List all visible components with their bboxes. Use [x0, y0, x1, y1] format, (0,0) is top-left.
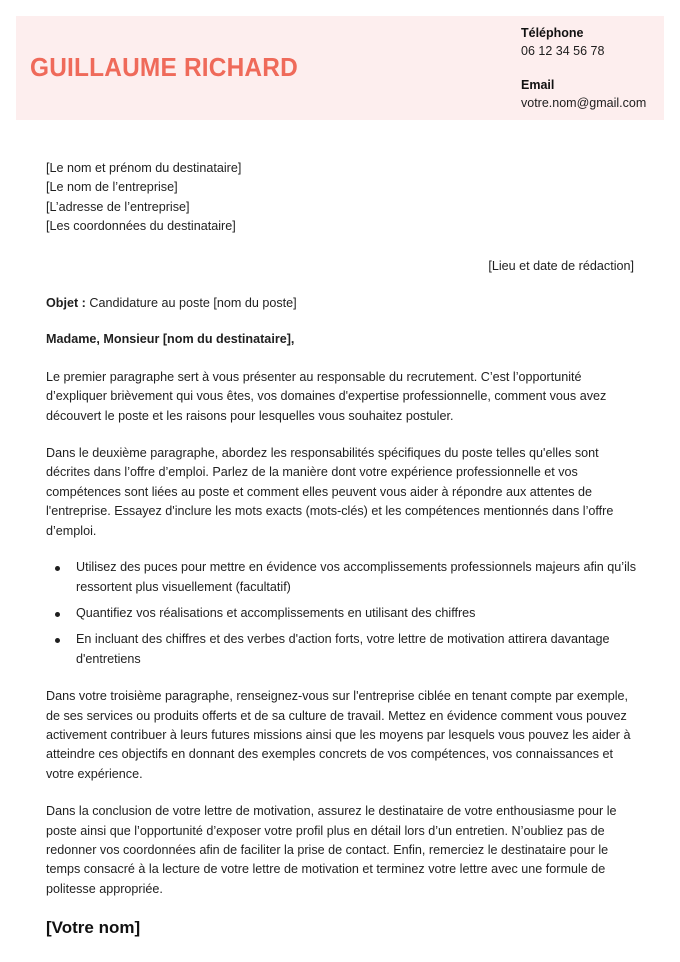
- bullet-icon: [55, 638, 60, 643]
- contact-block: [521, 24, 646, 128]
- subject-line: [46, 294, 640, 313]
- applicant-name: GUILLAUME RICHARD: [30, 52, 298, 82]
- email-value: votre.nom@gmail.com: [521, 96, 647, 110]
- list-item: [76, 630, 640, 669]
- list-item: [76, 604, 640, 623]
- subject-text: Candidature au poste [nom du poste]: [85, 296, 297, 311]
- date-place: [Lieu et date de rédaction]: [488, 258, 634, 273]
- recipient-company: [Le nom de l’entreprise]: [46, 180, 178, 195]
- achievements-list: [46, 558, 640, 669]
- list-item: [76, 558, 640, 597]
- phone-value: 06 12 34 56 78: [521, 44, 605, 58]
- paragraph-conclusion: Dans la conclusion de votre lettre de motivation, assurez le destinataire de votre enthousiasme pour le poste ainsi que l’opportunité d’exposer votre profil plus en détail lors d’un entretien. N’oubliez pas de redonner vos coordonnées afin de faciliter la prise de contact. Enfin, remerciez le destinataire pour le temps consacré à la lecture de votre lettre de motivation et terminez votre lettre avec une formule de politesse appropriée.: [46, 804, 617, 896]
- recipient-address: [L’adresse de l’entreprise]: [46, 199, 190, 214]
- list-item-text: Quantifiez vos réalisations et accomplissements en utilisant des chiffres: [76, 605, 476, 620]
- bullet-icon: [55, 612, 60, 617]
- paragraph-experience: Dans le deuxième paragraphe, abordez les responsabilités spécifiques du poste telles qu'elles sont décrites dans l’offre d’emploi. Parlez de la manière dont votre expérience professionnelle et vos compétences sont liées au poste et comment elles peuvent vous aider à répondre aux attentes de l'entreprise. Essayez d'inclure les mots exacts (mots-clés) et les compétences mentionnés dans l’offre d’emploi.: [46, 446, 614, 538]
- recipient-name: [Le nom et prénom du destinataire]: [46, 161, 242, 175]
- paragraph-company: Dans votre troisième paragraphe, renseignez-vous sur l'entreprise ciblée en tenant compte par exemple, de ses services ou produits offerts et de sa culture de travail. Mettez en évidence comment vous pouvez activement contribuer à leurs futures missions ainsi que les moyens par lesquels vous pouvez les aider à atteindre ces objectifs en donnant des exemples concrets de vos compétences, vos connaissances et votre expérience.: [46, 689, 631, 781]
- email-label: Email: [521, 78, 555, 92]
- recipient-contact: [Les coordonnées du destinataire]: [46, 219, 236, 234]
- bullet-icon: [55, 566, 60, 571]
- recipient-block: [46, 159, 640, 237]
- phone-label: Téléphone: [521, 26, 584, 40]
- letter-body: [46, 159, 640, 939]
- list-item-text: En incluant des chiffres et des verbes d'action forts, votre lettre de motivation attirera davantage d'entretiens: [76, 632, 610, 666]
- paragraph-intro: Le premier paragraphe sert à vous présenter au responsable du recrutement. C’est l’opportunité d’expliquer brièvement qui vous êtes, vos domaines d'expertise professionnelle, comment vous avez découvert le poste et les raisons pour lesquelles vous souhaitez postuler.: [46, 369, 607, 423]
- list-item-text: Utilisez des puces pour mettre en évidence vos accomplissements professionnels majeurs afin qu’ils ressortent plus visuellement (facultatif): [76, 560, 636, 594]
- subject-label: Objet :: [46, 296, 86, 311]
- salutation: Madame, Monsieur [nom du destinataire],: [46, 332, 295, 347]
- signature: [Votre nom]: [46, 918, 141, 938]
